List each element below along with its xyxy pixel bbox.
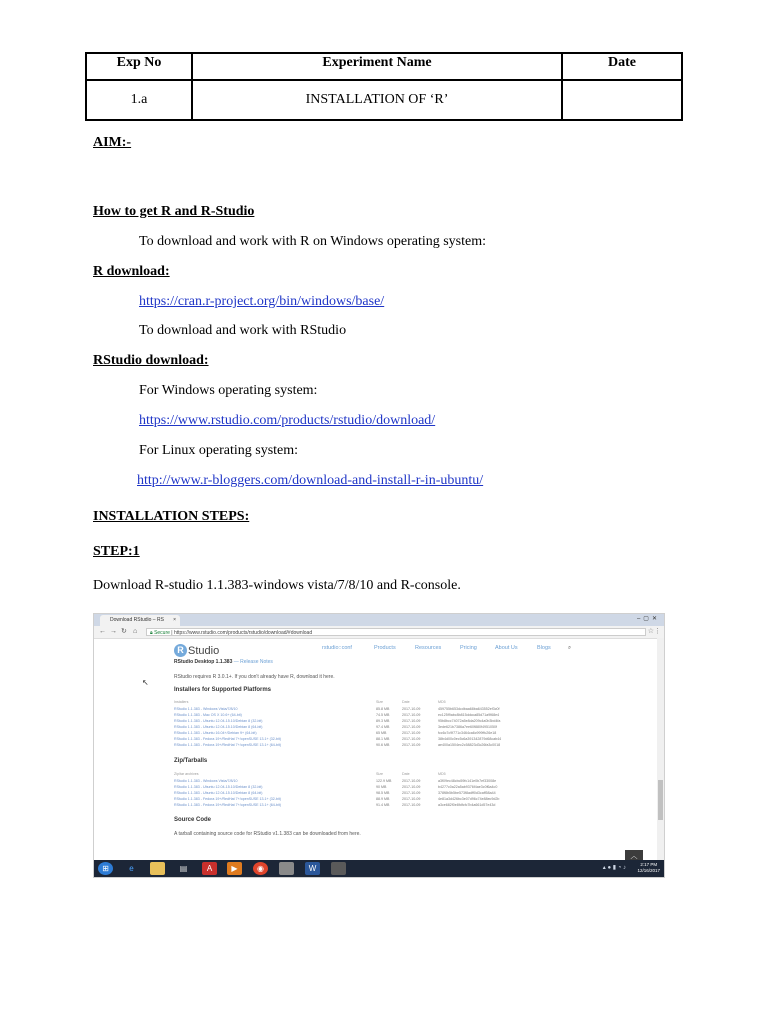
file-explorer-icon[interactable] <box>150 862 165 875</box>
file-size: 74.5 MB <box>376 713 390 717</box>
zip-heading: Zip/Tarballs <box>174 758 208 764</box>
app-icon[interactable] <box>279 862 294 875</box>
word-icon[interactable]: W <box>305 862 320 875</box>
taskbar-clock[interactable] <box>637 862 660 874</box>
tab-title: Download RStudio – RS <box>110 617 164 623</box>
download-link[interactable]: RStudio 1.1.383 - Ubuntu 12.04-15.10/Debian 8 (64-bit) <box>174 791 263 795</box>
windows-intro: To download and work with R on Windows operating system: <box>139 234 486 249</box>
aim-label: AIM:- <box>93 135 132 150</box>
col-zip-size: Size <box>376 772 383 776</box>
r-download-link[interactable]: https://cran.r-project.org/bin/windows/base/ <box>139 294 385 309</box>
file-md5: 459755b653dcdbaa68ba643552ef3c0f <box>438 707 500 711</box>
pdf-reader-icon[interactable]: A <box>202 862 217 875</box>
file-date: 2017-10-09 <box>402 803 421 807</box>
download-link[interactable]: RStudio 1.1.383 - Fedora 19+/RedHat 7+/openSUSE 13.1+ (32-bit) <box>174 737 281 741</box>
col-exp-no-header: Exp No <box>86 53 192 80</box>
step1-text: Download R-studio 1.1.383-windows vista/7/8/10 and R-console. <box>93 578 461 593</box>
rstudio-intro: To download and work with RStudio <box>139 323 347 338</box>
close-icon[interactable]: × <box>173 617 176 623</box>
download-link[interactable]: RStudio 1.1.383 - Ubuntu 12.04-15.10/Debian 8 (64-bit) <box>174 725 263 729</box>
source-text: A tarball containing source code for RStudio v1.1.383 can be downloaded from here. <box>174 831 361 837</box>
file-date: 2017-10-09 <box>402 719 421 723</box>
rstudio-logo[interactable] <box>174 642 219 660</box>
download-link[interactable]: RStudio 1.1.383 - Fedora 19+/RedHat 7+/openSUSE 13.1+ (32-bit) <box>174 797 281 801</box>
file-md5: 378f8b5b5be573f8adff0d3caff58a44 <box>438 791 496 795</box>
file-size: 88.9 MB <box>376 797 390 801</box>
windows-os-label: For Windows operating system: <box>139 383 318 398</box>
how-to-heading: How to get R and R-Studio <box>93 204 255 219</box>
file-date: 2017-10-09 <box>402 779 421 783</box>
clock-time: 2:17 PM <box>640 862 658 867</box>
media-player-icon[interactable]: ▶ <box>227 862 242 875</box>
search-icon[interactable]: ⌕ <box>568 645 572 651</box>
url-input[interactable]: 🔒︎ Secure | https://www.rstudio.com/products/rstudio/download/#download <box>146 628 646 636</box>
window-icon[interactable] <box>331 862 346 875</box>
installation-steps-heading: INSTALLATION STEPS: <box>93 509 250 524</box>
source-heading: Source Code <box>174 817 212 823</box>
media-icon[interactable]: ▤ <box>179 864 188 873</box>
file-date: 2017-10-09 <box>402 713 421 717</box>
menu-icon[interactable]: ⋮ <box>654 628 661 635</box>
internet-explorer-icon[interactable]: e <box>129 864 134 873</box>
reload-icon[interactable]: ↻ <box>121 628 127 635</box>
browser-tab[interactable] <box>100 615 180 626</box>
rstudio-download-label: RStudio download: <box>93 353 209 368</box>
file-size: 88.1 MB <box>376 737 390 741</box>
r-download-label: R download: <box>93 264 170 279</box>
download-link[interactable]: RStudio 1.1.383 - Ubuntu 12.04-15.10/Debian 8 (32-bit) <box>174 785 263 789</box>
bookmark-star-icon[interactable]: ☆ <box>647 628 654 635</box>
file-size: 90 MB <box>376 785 387 789</box>
download-link[interactable]: RStudio 1.1.383 - Mac OS X 10.6+ (64-bit) <box>174 713 242 717</box>
col-md5: MD5 <box>438 700 446 704</box>
mouse-cursor-icon: ↖ <box>142 678 149 687</box>
col-zip-date: Date <box>402 772 410 776</box>
forward-icon[interactable]: → <box>110 628 117 635</box>
chrome-icon[interactable]: ◉ <box>253 862 268 875</box>
nav-resources[interactable]: Resources <box>415 645 442 651</box>
logo-letter: R <box>174 644 187 657</box>
file-md5: 4e81a3d426bc3e07d96c74e88ec9d2b <box>438 797 500 801</box>
release-notes-link[interactable]: — Release Notes <box>233 659 273 665</box>
date-value <box>562 80 682 120</box>
file-md5: 95b8bcc74072a5e8da209c4a0b3bd4fa <box>438 719 501 723</box>
file-size: 98.5 MB <box>376 791 390 795</box>
col-date-header: Date <box>562 53 682 80</box>
file-size: 85.8 MB <box>376 707 390 711</box>
download-link[interactable]: RStudio 1.1.383 - Fedora 19+/RedHat 7+/openSUSE 13.1+ (64-bit) <box>174 803 281 807</box>
file-date: 2017-10-09 <box>402 725 421 729</box>
file-size: 89.3 MB <box>376 719 390 723</box>
step1-label: STEP:1 <box>93 544 140 559</box>
experiment-header-table <box>85 52 683 121</box>
nav-blogs[interactable]: Blogs <box>537 645 551 651</box>
col-zip-md5: MD5 <box>438 772 446 776</box>
file-md5: a3ce682f0e8fdfcfc7b4a661d57e43d <box>438 803 496 807</box>
file-md5: 38b4d00c0ec5c6a391342879d68cab44 <box>438 737 502 741</box>
file-size: 97.4 MB <box>376 725 390 729</box>
experiment-name-value: INSTALLATION OF ‘R’ <box>192 80 562 120</box>
col-installers: Installers <box>174 700 189 704</box>
file-date: 2017-10-09 <box>402 737 421 741</box>
lock-icon: 🔒︎ <box>150 630 153 636</box>
home-icon[interactable]: ⌂ <box>133 628 138 635</box>
file-md5: a3f09ec48cbc59fc141e0b7ef33008e <box>438 779 497 783</box>
linux-os-label: For Linux operating system: <box>139 443 299 458</box>
logo-text: Studio <box>188 644 220 657</box>
rstudio-download-link[interactable]: https://www.rstudio.com/products/rstudio/download/ <box>139 413 436 428</box>
nav-conf[interactable]: rstudio::conf <box>322 645 352 651</box>
url-text: https://www.rstudio.com/products/rstudio/download/#download <box>173 630 313 636</box>
secure-label: Secure <box>154 630 170 636</box>
file-date: 2017-10-09 <box>402 743 421 747</box>
rstudio-download-screenshot <box>93 613 665 878</box>
chevron-up-icon: ︿ <box>630 853 638 860</box>
file-date: 2017-10-09 <box>402 797 421 801</box>
file-md5: b4277c0a22a5ab9376f4ae3c0f6a4c0 <box>438 785 498 789</box>
file-md5: 3ede621b7386a7ee60f880f4951050f <box>438 725 497 729</box>
scrollbar[interactable] <box>657 638 664 860</box>
windows-taskbar <box>94 860 664 877</box>
requires-text: RStudio requires R 3.0.1+. If you don't already have R, download it here. <box>174 674 335 680</box>
linux-install-link[interactable]: http://www.r-bloggers.com/download-and-install-r-in-ubuntu/ <box>137 473 484 488</box>
col-experiment-name-header: Experiment Name <box>192 53 562 80</box>
back-icon[interactable]: ← <box>99 628 106 635</box>
nav-about[interactable]: About Us <box>495 645 518 651</box>
installers-heading: Installers for Supported Platforms <box>174 687 272 693</box>
download-link[interactable]: RStudio 1.1.383 - Windows Vista/7/8/10 <box>174 779 238 783</box>
download-link[interactable]: RStudio 1.1.383 - Fedora 19+/RedHat 7+/openSUSE 13.1+ (64-bit) <box>174 743 281 747</box>
file-date: 2017-10-09 <box>402 785 421 789</box>
exp-no-value: 1.a <box>86 80 192 120</box>
col-date: Date <box>402 700 410 704</box>
file-date: 2017-10-09 <box>402 791 421 795</box>
file-size: 65 MB <box>376 731 387 735</box>
file-size: 122.9 MB <box>376 779 392 783</box>
browser-tab-bar <box>94 614 664 626</box>
address-bar <box>94 626 664 639</box>
scrollbar-thumb[interactable] <box>658 780 663 820</box>
col-zip: Zip/tar archives <box>174 772 199 776</box>
file-date: 2017-10-09 <box>402 707 421 711</box>
download-link[interactable]: RStudio 1.1.383 - Ubuntu 12.04-15.10/Debian 8 (32-bit) <box>174 719 263 723</box>
download-link[interactable]: RStudio 1.1.383 - Windows Vista/7/8/10 <box>174 707 238 711</box>
download-link[interactable]: RStudio 1.1.383 - Ubuntu 16.04+/Debian 9+ (64-bit) <box>174 731 257 735</box>
desktop-title <box>174 659 273 665</box>
nav-pricing[interactable]: Pricing <box>460 645 477 651</box>
nav-products[interactable]: Products <box>374 645 396 651</box>
file-size: 90.6 MB <box>376 743 390 747</box>
file-md5: ae400a1504ec2c58823d3c26fa3c0018 <box>438 743 501 747</box>
file-md5: ec125f9abc8b815ddcca85d71a9f68e4 <box>438 713 500 717</box>
col-size: Size <box>376 700 383 704</box>
file-date: 2017-10-09 <box>402 731 421 735</box>
file-size: 91.4 MB <box>376 803 390 807</box>
desktop-version: RStudio Desktop 1.1.383 <box>174 659 233 665</box>
start-button-icon[interactable]: ⊞ <box>98 862 113 875</box>
clock-date: 12/16/2017 <box>637 868 660 873</box>
system-tray[interactable]: ▴ ● ▮ ◔ ♪ <box>602 865 626 871</box>
window-controls-icon[interactable]: –▢✕ <box>636 616 660 622</box>
file-md5: fcc6c7c9f771c3464ca6c999ffc26e18 <box>438 731 497 735</box>
